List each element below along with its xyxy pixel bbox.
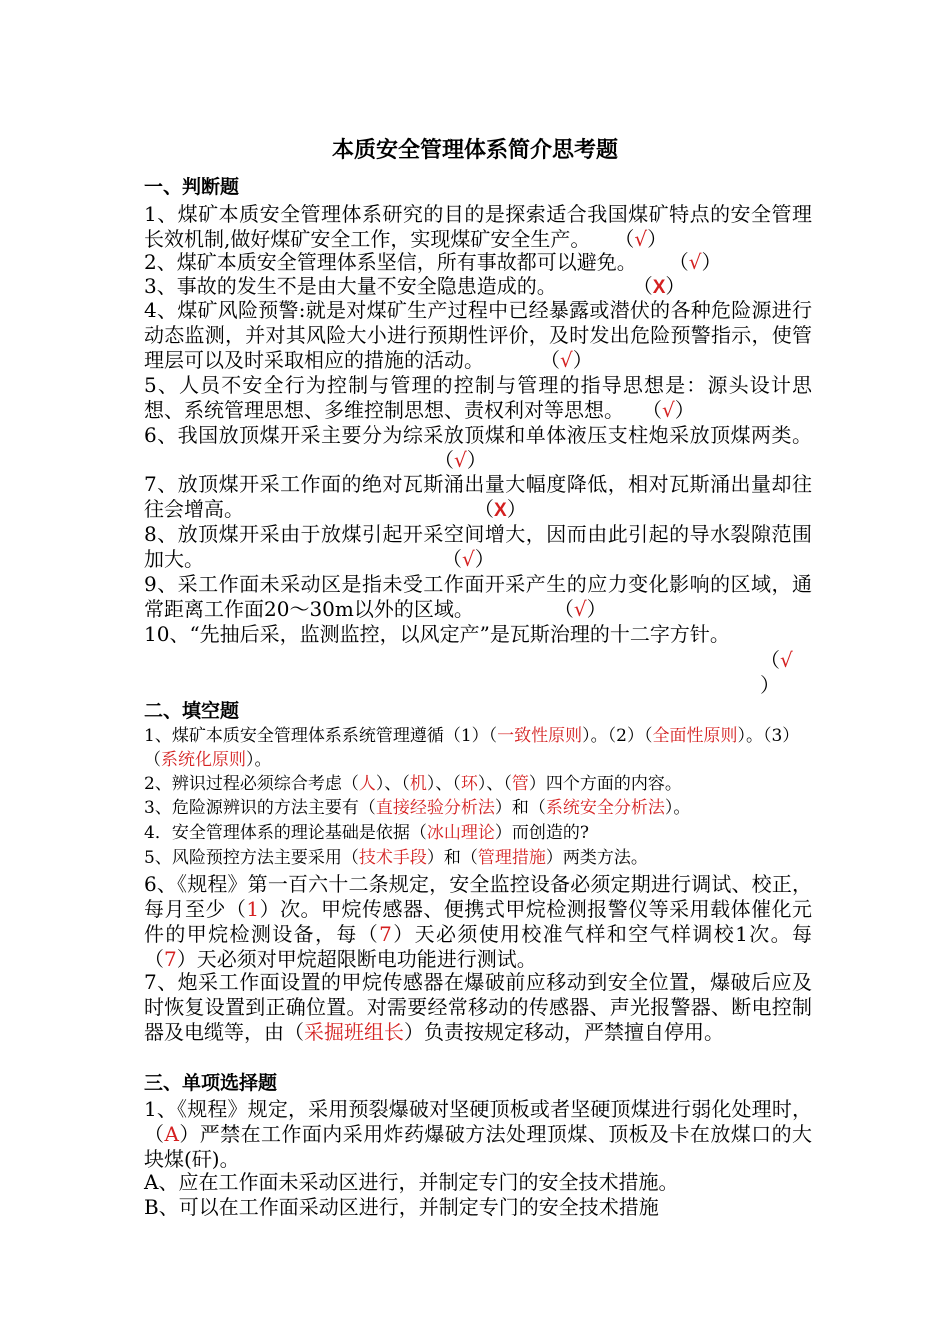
fill-item-4: 4．安全管理体系的理论基础是依据（冰山理论）而创造的? [144, 823, 589, 843]
judge-item-5: 5、人员不安全行为控制与管理的控制与管理的指导思想是：源头设计思想、系统管理思想、多维控制思想、责权利对等思想。 （√） [144, 373, 812, 422]
judge-item-1: 1、煤矿本质安全管理体系研究的目的是探索适合我国煤矿特点的安全管理长效机制,做好煤矿安全工作，实现煤矿安全生产。 （√） [144, 202, 812, 251]
answer-mark: （√） [678, 250, 722, 274]
answer-mark: （√） [563, 597, 607, 621]
answer-mark: （X） [484, 497, 527, 521]
answer-mark: （√） [550, 348, 593, 372]
answer-mark: （√） [452, 547, 495, 571]
judge-item-7: 7、放顶煤开采工作面的绝对瓦斯涌出量大幅度降低，相对瓦斯涌出量却往往会增高。 （X） [144, 472, 812, 521]
fill-item-2: 2、辨识过程必须综合考虑（人）、（机）、（环）、（管）四个方面的内容。 [144, 774, 682, 794]
section-heading-judge: 一、判断题 [144, 176, 240, 198]
choice-option-a: A、应在工作面未采动区进行，并制定专门的安全技术措施。 [144, 1170, 679, 1194]
answer-mark: （√） [624, 227, 668, 251]
answer-mark: （X） [642, 274, 686, 298]
judge-item-8: 8、放顶煤开采由于放煤引起开采空间增大，因而由此引起的导水裂隙范围加大。 （√） [144, 522, 812, 571]
section-heading-fill: 二、填空题 [144, 700, 240, 722]
judge-item-2: 2、煤矿本质安全管理体系坚信，所有事故都可以避免。 （√） [144, 250, 722, 274]
answer-mark: （√） [652, 398, 695, 422]
judge-item-3: 3、事故的发生不是由大量不安全隐患造成的。 （X） [144, 274, 686, 298]
answer-mark: （√ ） [760, 648, 793, 697]
choice-option-b: B、可以在工作面采动区进行，并制定专门的安全技术措施 [144, 1195, 659, 1219]
judge-item-9: 9、采工作面未采动区是指未受工作面开采产生的应力变化影响的区域，通常距离工作面20～30m以外的区域。 （√） [144, 572, 812, 621]
section-heading-choice: 三、单项选择题 [144, 1072, 278, 1094]
choice-item-1: 1、《规程》规定，采用预裂爆破对坚硬顶板或者坚硬顶煤进行弱化处理时，（A）严禁在工作面内采用炸药爆破方法处理顶煤、顶板及卡在放煤口的大块煤(矸)。 [144, 1097, 813, 1171]
judge-item-10: 10、“先抽后采，监测监控，以风定产”是瓦斯治理的十二字方针。 [144, 622, 730, 646]
judge-item-6: 6、我国放顶煤开采主要分为综采放顶煤和单体液压支柱炮采放顶煤两类。（√） [144, 423, 812, 472]
fill-item-6: 6、《规程》第一百六十二条规定，安全监控设备必须定期进行调试、校正，每月至少（1）次。甲烷传感器、便携式甲烷检测报警仪等采用载体催化元件的甲烷检测设备，每（7）天必须使用校准气样和空气样调校1次。每（7）天必须对甲烷超限断电功能进行测试。 [144, 872, 813, 971]
fill-item-1: 1、煤矿本质安全管理体系系统管理遵循（1）（一致性原则）。（2）（全面性原则）。（3）（系统化原则）。 [144, 726, 800, 770]
answer-mark: （√） [434, 448, 487, 472]
fill-item-3: 3、危险源辨识的方法主要有（直接经验分析法）和（系统安全分析法）。 [144, 798, 691, 818]
judge-item-4: 4、煤矿风险预警:就是对煤矿生产过程中已经暴露或潜伏的各种危险源进行动态监测，并对其风险大小进行预期性评价，及时发出危险预警指示，使管理层可以及时采取相应的措施的活动。 （√） [144, 298, 812, 372]
fill-item-7: 7、炮采工作面设置的甲烷传感器在爆破前应移动到安全位置，爆破后应及时恢复设置到正确位置。对需要经常移动的传感器、声光报警器、断电控制器及电缆等，由（采掘班组长）负责按规定移动，严禁擅自停用。 [144, 970, 812, 1044]
page-title: 本质安全管理体系简介思考题 [331, 138, 618, 163]
fill-item-5: 5、风险预控方法主要采用（技术手段）和（管理措施）两类方法。 [144, 848, 648, 868]
